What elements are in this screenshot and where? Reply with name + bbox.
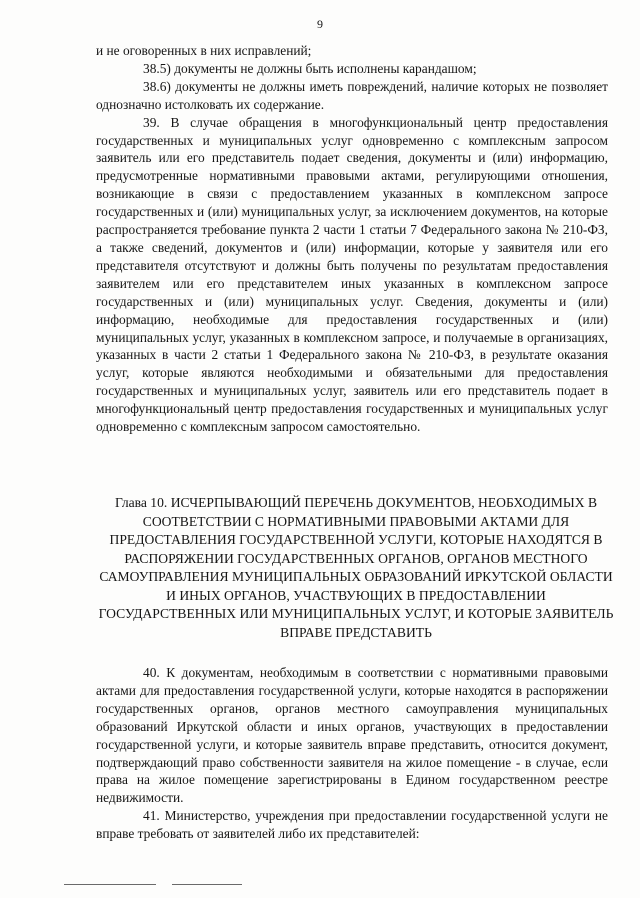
chapter-heading: Глава 10. ИСЧЕРПЫВАЮЩИЙ ПЕРЕЧЕНЬ ДОКУМЕНТОВ, НЕОБХОДИМЫХ В СООТВЕТСТВИИ С НОРМАТИВНЫМИ ПРАВОВЫМИ АКТАМИ ДЛЯ ПРЕДОСТАВЛЕНИЯ ГОСУДАРСТВЕННОЙ УСЛУГИ, КОТОРЫЕ НАХОДЯТСЯ В РАСПОРЯЖЕНИИ ГОСУДАРСТВЕННЫХ ОРГАНОВ, ОРГАНОВ МЕСТНОГО САМОУПРАВЛЕНИЯ МУНИЦИПАЛЬНЫХ ОБРАЗОВАНИЙ ИРКУТСКОЙ ОБЛАСТИ И ИНЫХ ОРГАНОВ, УЧАСТВУЮЩИХ В ПРЕДОСТАВЛЕНИИ ГОСУДАРСТВЕННЫХ ИЛИ МУНИЦИПАЛЬНЫХ УСЛУГ, И КОТОРЫЕ ЗАЯВИТЕЛЬ ВПРАВЕ ПРЕДСТАВИТЬ xyxy=(98,495,614,640)
footer-rule-right xyxy=(172,884,242,885)
page-number: 9 xyxy=(317,17,323,31)
text-block-top xyxy=(96,42,608,436)
paragraph-41: 41. Министерство, учреждения при предоставлении государственной услуги не вправе требовать от заявителей либо их представителей: xyxy=(96,808,608,842)
paragraph-continuation: и не оговоренных в них исправлений; xyxy=(96,43,312,58)
paragraph-38-6: 38.6) документы не должны иметь повреждений, наличие которых не позволяет однозначно истолковать их содержание. xyxy=(96,78,608,112)
paragraph-40: 40. К документам, необходимым в соответствии с нормативными правовыми актами для предоставления государственной услуги, которые находятся в распоряжении государственных органов, органов местного самоуправления муниципальных образований Иркутской области и иных органов, участвующих в предоставлении государственной услуги, и которые заявитель вправе представить, относится документ, подтверждающий право собственности заявителя на жилое помещение - в случае, если права на жилое помещение зарегистрированы в Едином государственном реестре недвижимости. xyxy=(96,665,608,806)
paragraph-38-5: 38.5) документы не должны быть исполнены карандашом; xyxy=(143,60,477,76)
paragraph-39: 39. В случае обращения в многофункциональный центр предоставления государственных и муниципальных услуг одновременно с комплексным запросом заявитель или его представитель подает сведения, документы и (или) информацию, предусмотренные нормативными правовыми актами, регулирующими отношения, возникающие в связи с предоставлением указанных в комплексном запросе государственных и (или) муниципальных услуг, за исключением документов, на которые распространяется требование пункта 2 части 1 статьи 7 Федерального закона № 210-ФЗ, а также сведений, документов и (или) информации, которые у заявителя или его представителя отсутствуют и должны быть получены по результатам предоставления заявителем или его представителем иных указанных в комплексном запросе государственных и (или) муниципальных услуг. Сведения, документы и (или) информацию, необходимые для предоставления государственных и (или) муниципальных услуг, указанных в комплексном запросе, и получаемые в организациях, указанных в части 2 статьи 1 Федерального закона № 210-ФЗ, в результате оказания услуг, которые являются необходимыми и обязательными для предоставления государственных и муниципальных услуг, заявитель или его представитель подает в многофункциональный центр предоставления государственных и муниципальных услуг одновременно с комплексным запросом самостоятельно. xyxy=(96,114,608,435)
footer-rule-left xyxy=(64,884,156,885)
text-block-bottom xyxy=(96,664,608,843)
